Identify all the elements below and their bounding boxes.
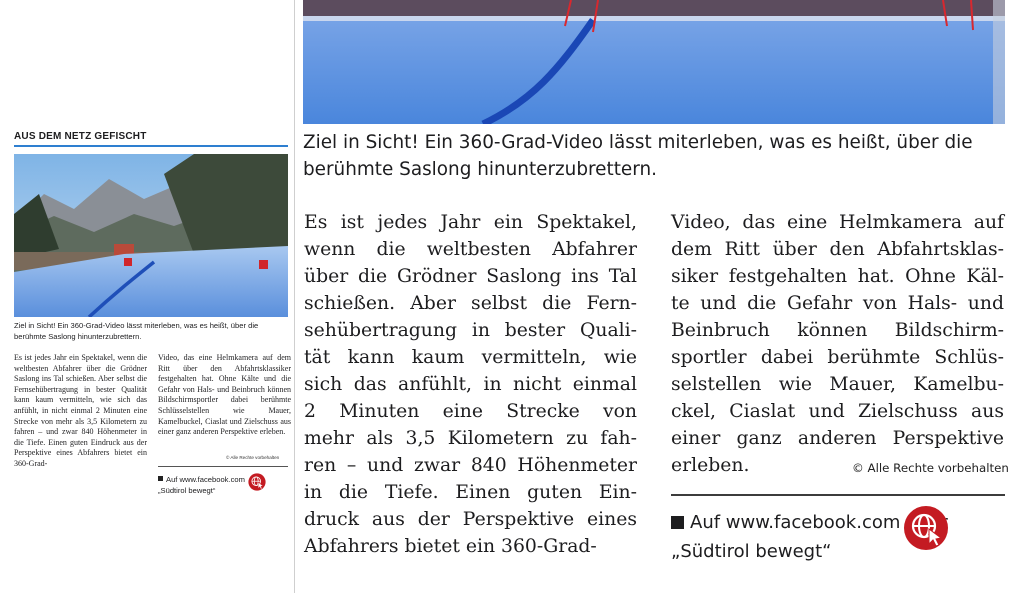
article-col2-line: sportler dabei berühmte Schlüs-: [671, 347, 1004, 368]
article-col1-line: druck aus der Perspektive eines: [304, 509, 637, 530]
bullet-square-icon: [671, 516, 684, 529]
article-fb-line1: Auf www.facebook.com: [690, 512, 901, 533]
thumbnail-body-col1: Es ist jedes Jahr ein Spektakel, wenn die weltbesten Abfahrer über die Grödner Saslong ins Tal schießen. Aber selbst die Fernsehübertragung in bester Qualität kann kaum vermitteln, wie sich das anfühlt, in nicht einmal 2 Minuten eine Strecke von mehr als 3,5 Kilometern zu fahren – und zwar 840 Höhenmeter in die Tiefe. Einen guten Eindruck aus der Perspektive eines Abfahrers bietet ein 360-Grad-: [14, 353, 147, 468]
globe-cursor-icon[interactable]: [903, 505, 949, 551]
article-col1-line: mehr als 3,5 Kilometern zu fah-: [304, 428, 637, 449]
thumbnail-copyright: © Alle Rechte vorbehalten: [226, 455, 280, 460]
thumbnail-caption: Ziel in Sicht! Ein 360-Grad-Video lässt miterleben, was es heißt, über die berühmte Saslong hinunterzubrettern.: [14, 321, 259, 341]
article-col1-line: sich das anfühlt, in nicht einmal: [304, 374, 637, 395]
article-col2-line: te und die Gefahr von Hals- und: [671, 293, 1004, 314]
article-copyright: © Alle Rechte vorbehalten: [852, 461, 1009, 475]
thumbnail-fb-line2: „Südtirol bewegt“: [158, 486, 216, 495]
thumbnail-photo: [14, 154, 288, 317]
article-body-col1: [304, 209, 637, 560]
thumbnail-facebook-note: [158, 474, 288, 496]
thumbnail-section-title: AUS DEM NETZ GEFISCHT: [14, 131, 147, 142]
article-col2-line: selstellen wie Mauer, Kamelbu-: [671, 374, 1004, 395]
article-photo: [303, 0, 1005, 124]
article-col2-line: erleben.: [671, 455, 750, 476]
article-col1-line: schießen. Aber selbst die Fern-: [304, 293, 637, 314]
article-fb-line2: „Südtirol bewegt“: [671, 541, 832, 562]
thumbnail-body-col2: Video, das eine Helmkamera auf dem Ritt über den Abfahrtsklassiker festgehalten hat. Ohne Kälte und die Gefahr von Hals- und Beinbruch können Bildschirmsportler dabei berühmte Schlüsselstellen wie Mauer, Kamelbuckel, Ciaslat und Zielschuss aus einer ganz anderen Perspektive erleben.: [158, 353, 291, 437]
article-col2-line: siker festgehalten hat. Ohne Käl-: [671, 266, 1004, 287]
thumbnail-fb-line1: Auf www.facebook.com: [166, 475, 245, 484]
article-col1-line: Abfahrers bietet ein 360-Grad-: [304, 536, 597, 557]
article-caption: Ziel in Sicht! Ein 360-Grad-Video lässt miterleben, was es heißt, über die berühmte Saslong hinunterzubrettern.: [303, 132, 973, 180]
article-col2-line: dem Ritt über den Abfahrtsklas-: [671, 239, 1004, 260]
article-col1-line: tät kann kaum vermitteln, wie: [304, 347, 637, 368]
article-col1-line: über die Grödner Saslong ins Tal: [304, 266, 637, 287]
article-rule: [671, 494, 1005, 496]
article-col1-line: Es ist jedes Jahr ein Spektakel,: [304, 212, 637, 233]
article-facebook-note: [671, 508, 1005, 566]
article-col1-line: 2 Minuten eine Strecke von: [304, 401, 637, 422]
article-col2-line: ckel, Ciaslat und Zielschuss aus: [671, 401, 1004, 422]
globe-cursor-icon[interactable]: [248, 473, 266, 491]
article-col1-line: in die Tiefe. Einen guten Ein-: [304, 482, 637, 503]
bullet-square-icon: [158, 476, 163, 481]
article-col1-line: wenn die weltbesten Abfahrer: [304, 239, 637, 260]
article-col1-line: ren – und zwar 840 Höhenmeter: [304, 455, 637, 476]
article-col2-line: Beinbruch können Bildschirm-: [671, 320, 1004, 341]
column-divider: [294, 0, 295, 593]
article-col1-line: sehübertragung in bester Quali-: [304, 320, 637, 341]
thumbnail-rule: [158, 466, 288, 467]
ski-slope-photo-small: [14, 154, 288, 317]
article-col2-line: einer ganz anderen Perspektive: [671, 428, 1004, 449]
article-body-col2: [671, 209, 1004, 479]
article-col2-line: Video, das eine Helmkamera auf: [671, 212, 1004, 233]
ski-slope-photo-large: [303, 0, 1005, 124]
thumbnail-accent-rule: [14, 145, 288, 147]
